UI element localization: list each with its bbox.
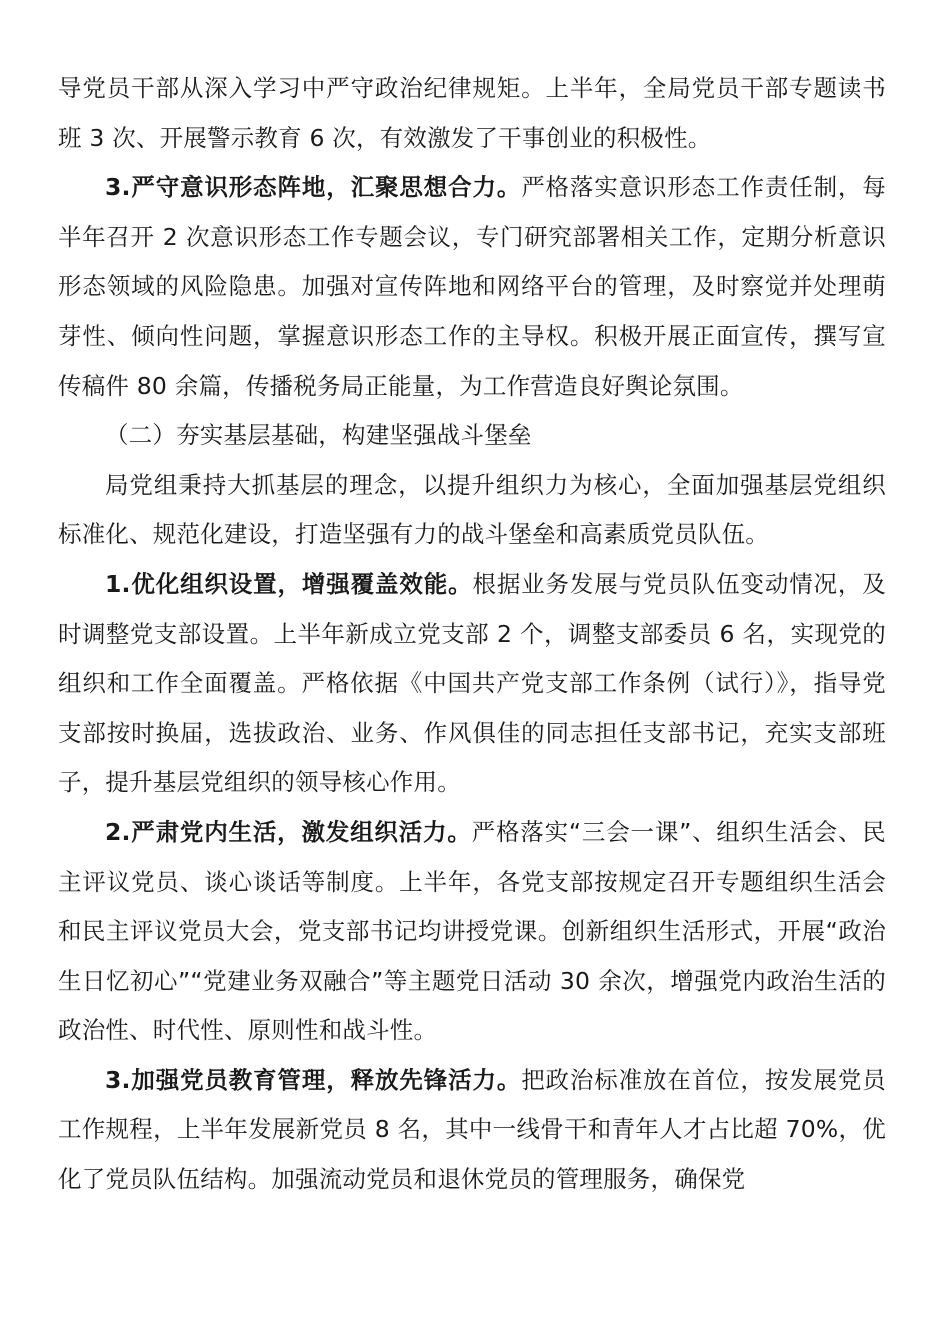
paragraph-text: 把政治标准放在首位，按发展党员工作规程，上半年发展新党员 8 名，其中一线骨干和青年人才占比超 70%，优化了党员队伍结构。加强流动党员和退休党员的管理服务，确保党 — [58, 1065, 886, 1194]
paragraph-lead: 2.严肃党内生活，激发组织活力。 — [105, 817, 472, 846]
paragraph-lead: 3.严守意识形态阵地，汇聚思想合力。 — [105, 173, 522, 202]
paragraph-party-life — [58, 808, 886, 1056]
paragraph-text: 根据业务发展与党员队伍变动情况，及时调整党支部设置。上半年新成立党支部 2 个，调整支部委员 6 名，实现党的组织和工作全面覆盖。严格依据《中国共产党支部工作条例（试行）》，指导党支部按时换届，选拔政治、业务、作风俱佳的同志担任支部书记，充实支部班子，提升基层党组织的领导核心作用。 — [58, 569, 886, 797]
paragraph-text: 导党员干部从深入学习中严守政治纪律规矩。上半年，全局党员干部专题读书班 3 次、开展警示教育 6 次，有效激发了干事创业的积极性。 — [58, 74, 886, 152]
paragraph-text: 严格落实意识形态工作责任制，每半年召开 2 次意识形态工作专题会议，专门研究部署相关工作，定期分析意识形态领域的风险隐患。加强对宣传阵地和网络平台的管理，及时察觉并处理萌芽性、倾向性问题，掌握意识形态工作的主导权。积极开展正面宣传，撰写宣传稿件 80 余篇，传播税务局正能量，为工作营造良好舆论氛围。 — [58, 173, 886, 400]
paragraph-organization — [58, 560, 886, 808]
paragraph-text: 局党组秉持大抓基层的理念，以提升组织力为核心，全面加强基层党组织标准化、规范化建设，打造坚强有力的战斗堡垒和高素质党员队伍。 — [58, 470, 886, 549]
document-body — [58, 64, 886, 1205]
paragraph-lead: 3.加强党员教育管理，释放先锋活力。 — [105, 1065, 522, 1094]
paragraph-intro — [58, 461, 886, 560]
paragraph-text: 严格落实“三会一课”、组织生活会、民主评议党员、谈心谈话等制度。上半年，各党支部按规定召开专题组织生活会和民主评议党员大会，党支部书记均讲授党课。创新组织生活形式，开展“政治生日忆初心”“党建业务双融合”等主题党日活动 30 余次，增强党内政治生活的政治性、时代性、原则性和战斗性。 — [58, 817, 886, 1045]
paragraph-ideology — [58, 163, 886, 411]
section-heading — [58, 411, 886, 461]
section-heading-text: （二）夯实基层基础，构建坚强战斗堡垒 — [105, 421, 532, 450]
paragraph-lead: 1.优化组织设置，增强覆盖效能。 — [105, 569, 473, 598]
paragraph-continuation — [58, 64, 886, 163]
paragraph-member-management — [58, 1056, 886, 1205]
